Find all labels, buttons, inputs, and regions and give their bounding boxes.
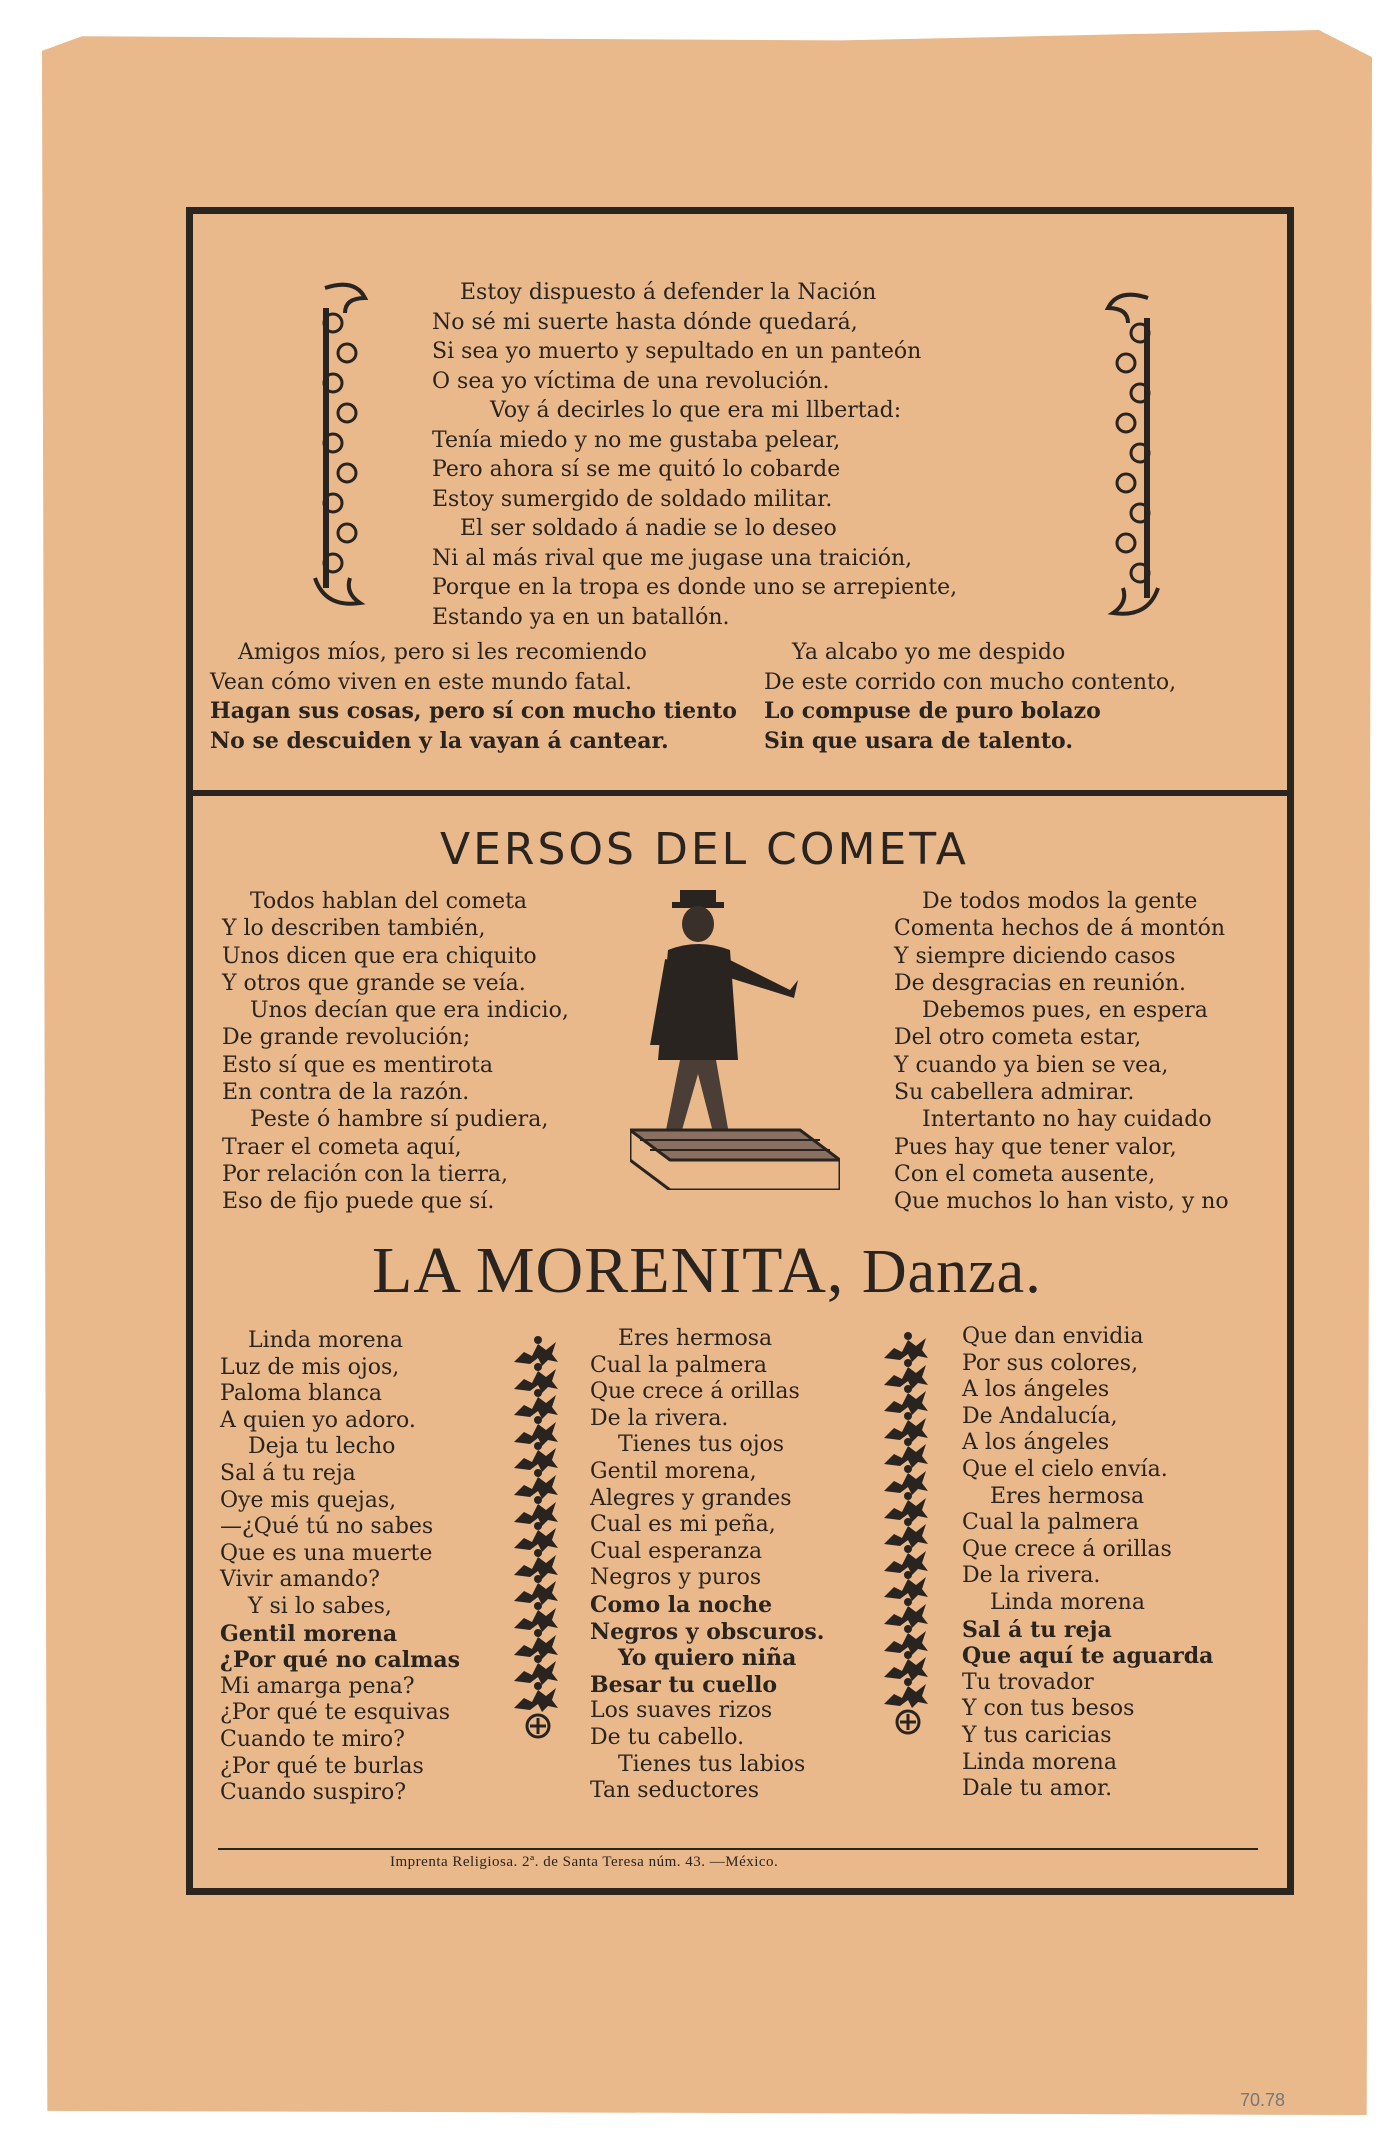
verse-line: No se descuiden y la vayan á cantear.: [210, 727, 669, 754]
verse-line: Cuando te miro?: [220, 1726, 405, 1752]
verse-line: Con el cometa ausente,: [894, 1161, 1156, 1187]
verse-line: Eres hermosa: [990, 1483, 1145, 1509]
verse-line: Que crece á orillas: [590, 1379, 800, 1405]
verse-line: De todos modos la gente: [922, 889, 1198, 914]
morenita-column-3: [962, 1324, 1213, 1803]
verse-line: Eres hermosa: [618, 1326, 773, 1351]
verse-line: Y lo describen también,: [222, 916, 486, 942]
verse-line: Los suaves rizos: [590, 1698, 773, 1724]
verse-line: Estando ya en un batallón.: [432, 604, 730, 630]
cometa-left-column: [222, 888, 569, 1216]
verse-line: Linda morena: [248, 1328, 403, 1353]
verse-line: Traer el cometa aquí,: [222, 1134, 462, 1160]
verse-line: Comenta hechos de á montón: [894, 916, 1226, 942]
catalog-stamp: 70.78: [1240, 2090, 1286, 2110]
verse-line: En contra de la razón.: [222, 1080, 470, 1106]
section-divider: [193, 790, 1287, 796]
verse-line: Y siempre diciendo casos: [894, 943, 1176, 969]
section-title-morenita: [372, 1233, 1042, 1309]
verse-line: Voy á decirles lo que era mi llbertad:: [490, 398, 902, 423]
verse-line: Estoy sumergido de soldado militar.: [432, 486, 833, 512]
verse-line: Y cuando ya bien se vea,: [894, 1052, 1169, 1078]
verse-line: Y otros que grande se veía.: [222, 970, 526, 996]
verse-line: Esto sí que es mentirota: [222, 1052, 493, 1078]
verse-line: Unos decían que era indicio,: [250, 998, 569, 1024]
verse-line: Sal á tu reja: [962, 1616, 1112, 1643]
verse-line: Linda morena: [990, 1589, 1145, 1615]
verse-line: Del otro cometa estar,: [894, 1025, 1142, 1051]
dancing-figure-icon: [878, 1676, 934, 1710]
verse-line: Estoy dispuesto á defender la Nación: [460, 280, 877, 305]
verse-line: Tu trovador: [962, 1669, 1094, 1695]
ornamental-border-icon: [305, 278, 375, 618]
verse-line: De grande revolución;: [222, 1025, 471, 1051]
morenita-column-1: [220, 1328, 460, 1807]
verse-line: Vean cómo viven en este mundo fatal.: [210, 669, 633, 695]
verse-line: Pero ahora sí se me quitó lo cobarde: [432, 457, 841, 482]
verse-line: De Andalucía,: [962, 1403, 1118, 1429]
verse-line: Ya alcabo yo me despido: [792, 640, 1066, 665]
verse-line: Si sea yo muerto y sepultado en un panteón: [432, 339, 922, 364]
verse-line: Cual la palmera: [962, 1510, 1140, 1536]
verse-line: Gentil morena,: [590, 1458, 757, 1484]
verse-line: Y si lo sabes,: [248, 1593, 392, 1619]
verse-line: Que muchos lo han visto, y no: [894, 1189, 1229, 1215]
verse-line: Intertanto no hay cuidado: [922, 1107, 1212, 1133]
title-sub: Danza.: [861, 1238, 1042, 1306]
verse-line: De la rivera.: [962, 1563, 1101, 1589]
verse-line: —¿Qué tú no sabes: [220, 1514, 434, 1540]
verse-line: Tan seductores: [590, 1778, 760, 1804]
verse-line: Peste ó hambre sí pudiera,: [250, 1107, 549, 1133]
verse-line: Deja tu lecho: [248, 1434, 396, 1460]
verse-line: ¿Por qué no calmas: [220, 1647, 461, 1674]
ornament-icon: [518, 1710, 574, 1744]
verse-line: Sin que usara de talento.: [764, 727, 1073, 754]
verse-line: Tienes tus labios: [618, 1751, 806, 1777]
verse-line: Por relación con la tierra,: [222, 1161, 509, 1187]
verse-line: De este corrido con mucho contento,: [764, 669, 1177, 695]
verse-line: Mi amarga pena?: [220, 1673, 415, 1699]
top-poem-right-stanza: [764, 638, 1176, 756]
verse-line: Cual esperanza: [590, 1538, 763, 1564]
verse-line: Que crece á orillas: [962, 1536, 1172, 1562]
verse-line: Y con tus besos: [962, 1696, 1135, 1722]
verse-line: Gentil morena: [220, 1620, 398, 1647]
top-poem-left-stanza: [210, 638, 737, 756]
verse-line: Negros y puros: [590, 1565, 762, 1591]
verse-line: Por sus colores,: [962, 1350, 1139, 1376]
verse-line: Besar tu cuello: [590, 1671, 778, 1698]
title-main: LA MORENITA,: [372, 1234, 845, 1307]
ornament-icon: [888, 1706, 944, 1740]
verse-line: De desgracias en reunión.: [894, 970, 1187, 996]
verse-line: Como la noche: [590, 1591, 773, 1618]
verse-line: El ser soldado á nadie se lo deseo: [460, 516, 837, 541]
verse-line: Dale tu amor.: [962, 1776, 1113, 1802]
verse-line: A quien yo adoro.: [220, 1407, 416, 1433]
verse-line: Que dan envidia: [962, 1324, 1144, 1349]
verse-line: Alegres y grandes: [590, 1485, 792, 1511]
verse-line: Debemos pues, en espera: [922, 998, 1208, 1024]
verse-line: Que aquí te aguarda: [962, 1643, 1214, 1670]
verse-line: Todos hablan del cometa: [250, 889, 528, 914]
cometa-right-column: [894, 888, 1229, 1216]
verse-line: A los ángeles: [962, 1430, 1110, 1456]
verse-line: Luz de mis ojos,: [220, 1354, 400, 1380]
verse-line: ¿Por qué te esquivas: [220, 1700, 451, 1726]
verse-line: No sé mi suerte hasta dónde quedará,: [432, 309, 858, 335]
verse-line: Cuando suspiro?: [220, 1780, 407, 1806]
verse-line: Paloma blanca: [220, 1381, 383, 1407]
verse-line: Cual es mi peña,: [590, 1512, 776, 1538]
verse-line: Oye mis quejas,: [220, 1487, 397, 1513]
verse-line: O sea yo víctima de una revolución.: [432, 368, 830, 394]
verse-line: Amigos míos, pero si les recomiendo: [238, 640, 647, 665]
verse-line: ¿Por qué te burlas: [220, 1753, 424, 1779]
verse-line: Y tus caricias: [962, 1722, 1112, 1748]
morenita-column-2: [590, 1326, 824, 1805]
verse-line: Linda morena: [962, 1749, 1117, 1775]
verse-line: Su cabellera admirar.: [894, 1080, 1135, 1106]
verse-line: Hagan sus cosas, pero sí con mucho tiento: [210, 698, 737, 724]
verse-line: Negros y obscuros.: [590, 1618, 825, 1645]
verse-line: A los ángeles: [962, 1377, 1110, 1403]
verse-line: Ni al más rival que me jugase una traición,: [432, 545, 913, 571]
verse-line: Pues hay que tener valor,: [894, 1134, 1177, 1160]
verse-line: Que el cielo envía.: [962, 1456, 1168, 1482]
verse-line: De tu cabello.: [590, 1724, 745, 1750]
footer-rule: [218, 1848, 1258, 1850]
verse-line: Sal á tu reja: [220, 1460, 356, 1486]
top-poem-main: [432, 278, 957, 632]
verse-line: Tienes tus ojos: [618, 1432, 785, 1458]
walking-man-woodcut: [630, 890, 840, 1190]
verse-line: Cual la palmera: [590, 1352, 768, 1378]
verse-line: Tenía miedo y no me gustaba pelear,: [432, 427, 841, 453]
verse-line: Unos dicen que era chiquito: [222, 943, 537, 969]
imprint-footer: Imprenta Religiosa. 2ª. de Santa Teresa núm. 43. —México.: [390, 1854, 779, 1870]
verse-line: Porque en la tropa es donde uno se arrepiente,: [432, 575, 958, 600]
dancing-figure-icon: [508, 1680, 564, 1714]
section-title-cometa: VERSOS DEL COMETA: [440, 824, 969, 875]
verse-line: Eso de fijo puede que sí.: [222, 1189, 495, 1215]
verse-line: Que es una muerte: [220, 1540, 433, 1566]
verse-line: Yo quiero niña: [618, 1645, 797, 1672]
verse-line: De la rivera.: [590, 1405, 729, 1431]
verse-line: Vivir amando?: [220, 1567, 380, 1593]
ornamental-border-icon: [1098, 288, 1168, 628]
verse-line: Lo compuse de puro bolazo: [764, 698, 1101, 724]
